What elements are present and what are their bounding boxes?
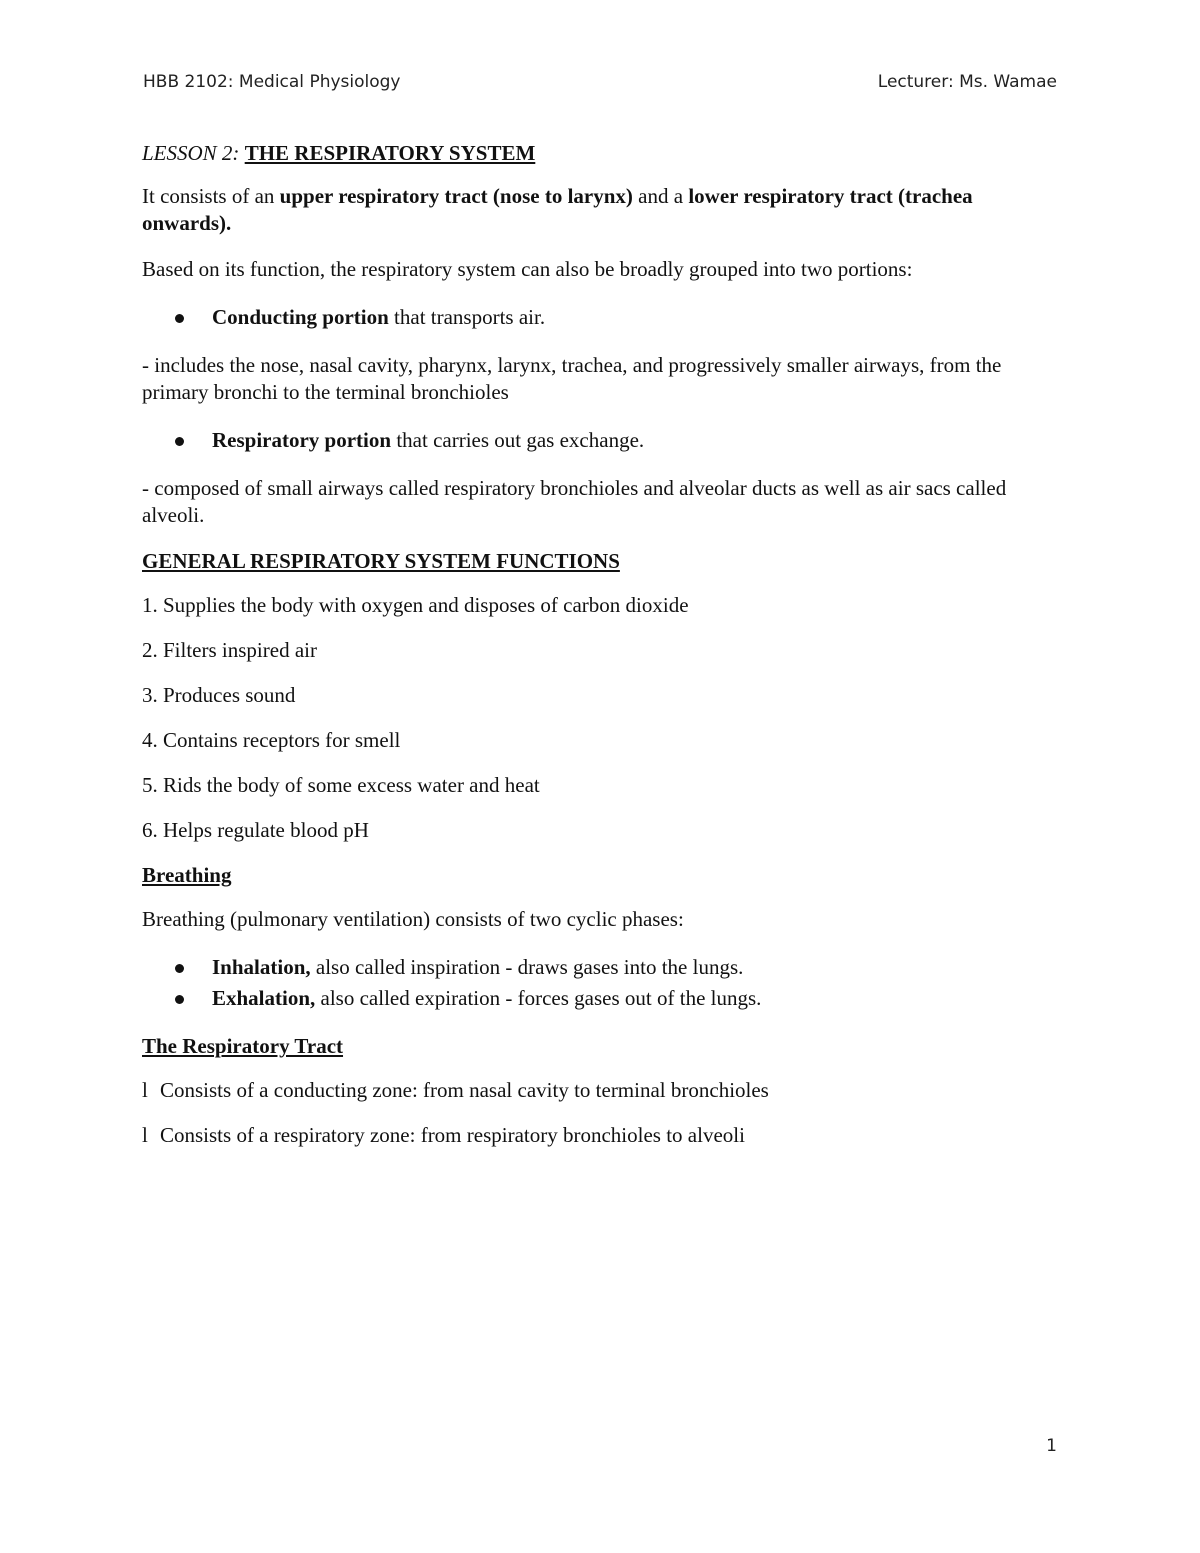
bullet-icon	[175, 437, 184, 446]
list-item	[142, 302, 1062, 333]
tract-item-text: Consists of a respiratory zone: from respiratory bronchioles to alveoli	[160, 1123, 745, 1147]
list-item	[142, 1122, 1062, 1149]
lesson-title	[142, 140, 1062, 167]
list-item	[142, 425, 1062, 456]
list-item: 2. Filters inspired air	[142, 638, 317, 662]
list-item: 1. Supplies the body with oxygen and disposes of carbon dioxide	[142, 593, 689, 617]
intro-paragraph	[142, 183, 1062, 237]
conducting-portion-label: Conducting portion	[212, 305, 389, 329]
page-number: 1	[1046, 1436, 1057, 1456]
breathing-phases-list	[142, 952, 1062, 1014]
respiratory-detail: - composed of small airways called respiratory bronchioles and alveolar ducts as well as air sacs called alveoli.	[142, 476, 1007, 527]
list-marker: l	[142, 1123, 148, 1147]
respiratory-bullet-list	[142, 425, 1062, 456]
phase-text: also called expiration - forces gases out of the lungs.	[315, 986, 762, 1010]
list-item: 4. Contains receptors for smell	[142, 728, 401, 752]
intro-upper-tract: upper respiratory tract	[279, 184, 488, 208]
functions-list	[142, 592, 1062, 844]
intro-text-2: and a	[632, 184, 689, 208]
intro-upper-range: (nose to larynx)	[487, 184, 633, 208]
list-item	[142, 952, 1062, 983]
breathing-heading: Breathing	[142, 863, 232, 887]
document-body	[142, 140, 1062, 1167]
bullet-icon	[175, 964, 184, 973]
functions-heading: GENERAL RESPIRATORY SYSTEM FUNCTIONS	[142, 549, 620, 573]
phase-text: also called inspiration - draws gases into the lungs.	[310, 955, 744, 979]
phase-label: Inhalation,	[212, 955, 311, 979]
tract-heading: The Respiratory Tract	[142, 1034, 344, 1058]
list-item	[142, 983, 1062, 1014]
bullet-icon	[175, 314, 184, 323]
intro-lower-tract: lower respiratory tract (trachea onwards).	[142, 184, 973, 235]
lesson-topic: THE RESPIRATORY SYSTEM	[244, 141, 536, 165]
lesson-label: LESSON 2:	[142, 141, 240, 165]
conducting-detail: - includes the nose, nasal cavity, pharynx, larynx, trachea, and progressively smaller airways, from the primary bronchi to the terminal bronchioles	[142, 353, 1002, 404]
respiratory-portion-label: Respiratory portion	[212, 428, 392, 452]
conducting-bullet-list	[142, 302, 1062, 333]
conducting-portion-text: that transports air.	[388, 305, 546, 329]
phase-label: Exhalation,	[212, 986, 316, 1010]
list-item: 5. Rids the body of some excess water and heat	[142, 773, 540, 797]
list-item: 3. Produces sound	[142, 683, 296, 707]
tract-item-text: Consists of a conducting zone: from nasal cavity to terminal bronchioles	[160, 1078, 769, 1102]
page-header	[143, 72, 1057, 98]
grouping-paragraph: Based on its function, the respiratory system can also be broadly grouped into two portions:	[142, 257, 913, 281]
bullet-icon	[175, 995, 184, 1004]
list-marker: l	[142, 1078, 148, 1102]
course-title: HBB 2102: Medical Physiology	[143, 72, 401, 92]
breathing-intro: Breathing (pulmonary ventilation) consists of two cyclic phases:	[142, 907, 684, 931]
respiratory-portion-text: that carries out gas exchange.	[391, 428, 645, 452]
lecturer-name: Lecturer: Ms. Wamae	[877, 72, 1057, 92]
intro-text-1: It consists of an	[142, 184, 280, 208]
list-item: 6. Helps regulate blood pH	[142, 818, 369, 842]
list-item	[142, 1077, 1062, 1104]
